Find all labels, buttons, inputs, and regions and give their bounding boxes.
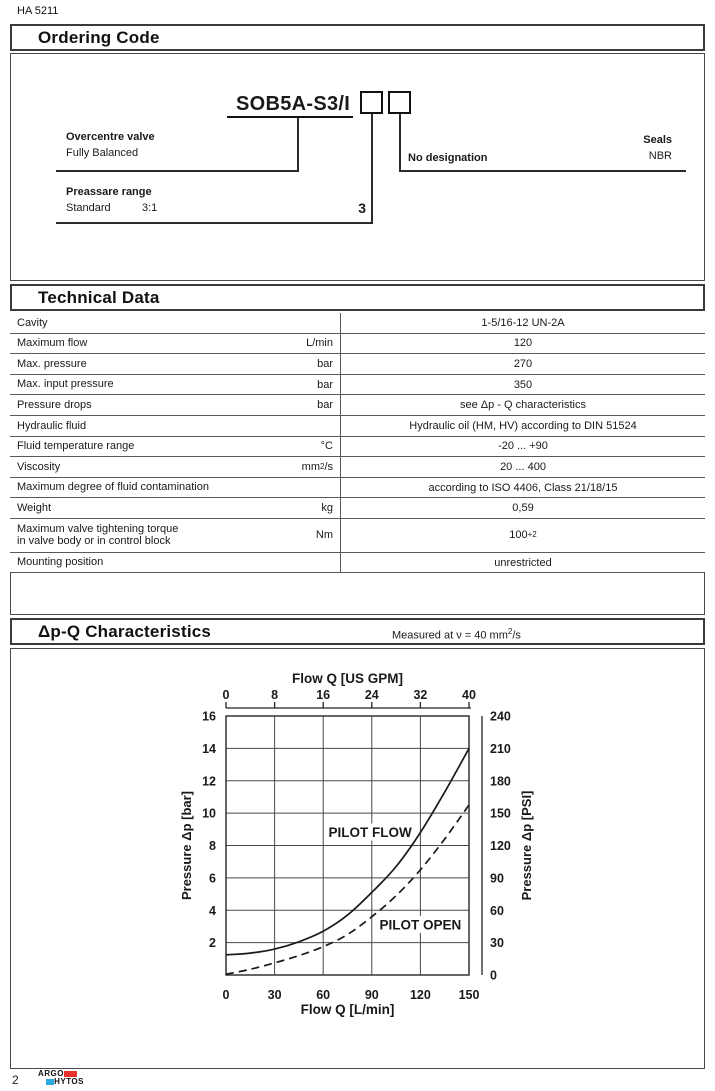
row-label: Mounting position	[17, 556, 104, 569]
svg-text:40: 40	[462, 688, 476, 702]
row-value: according to ISO 4406, Class 21/18/15	[428, 481, 618, 494]
table-row	[10, 478, 705, 499]
row-value: Hydraulic oil (HM, HV) according to DIN 51524	[409, 419, 637, 432]
row-label: Maximum degree of fluid contamination	[17, 481, 209, 494]
code-option-box-2	[388, 91, 411, 114]
pressure-range-title: Preassare range	[66, 186, 152, 198]
measured-at-note: Measured at ν = 40 $mm^2/s$	[392, 627, 521, 642]
svg-text:0: 0	[222, 988, 230, 1002]
row-value: -20 ... +90	[498, 440, 548, 453]
row-value: 20 ... 400	[500, 460, 546, 473]
table-row	[10, 354, 705, 375]
svg-text:150: 150	[490, 806, 511, 821]
svg-text:30: 30	[267, 988, 282, 1002]
curve-label: PILOT OPEN	[379, 917, 462, 933]
svg-text:30: 30	[490, 936, 504, 951]
row-label: Cavity	[17, 316, 48, 329]
row-unit	[262, 313, 341, 333]
svg-text:24: 24	[364, 688, 379, 702]
row-value: 350	[513, 378, 533, 391]
brand-cyan-block	[46, 1079, 54, 1086]
seals-value: NBR	[648, 150, 672, 162]
svg-text:8: 8	[209, 839, 216, 853]
row-value: 120	[513, 337, 533, 350]
row-unit: bar	[262, 375, 341, 395]
no-designation-label: No designation	[408, 152, 488, 164]
svg-text:Pressure Δp [PSI]: Pressure Δp [PSI]	[519, 790, 534, 901]
chart-right-axis	[482, 710, 534, 983]
svg-text:120: 120	[490, 839, 511, 853]
ordering-code-diagram	[10, 53, 705, 281]
table-row	[10, 395, 705, 416]
row-label: Fluid temperature range	[17, 440, 135, 453]
table-row	[10, 334, 705, 355]
page-number: 2	[12, 1073, 19, 1087]
section-header-technical-data	[10, 284, 705, 311]
table-row	[10, 498, 705, 519]
row-label: Weight	[17, 501, 52, 514]
svg-text:8: 8	[271, 688, 279, 702]
svg-text:60: 60	[316, 988, 331, 1002]
row-unit: L/min	[262, 334, 341, 354]
svg-text:Flow Q [US GPM]: Flow Q [US GPM]	[292, 671, 403, 686]
svg-text:0: 0	[490, 968, 497, 983]
dp-q-chart	[0, 650, 715, 1069]
row-label: Max. pressure	[17, 357, 87, 370]
svg-text:6: 6	[209, 871, 216, 886]
svg-text:16: 16	[202, 709, 216, 724]
ordering-code-string: SOB5A-S3/I	[236, 93, 351, 115]
table-row	[10, 375, 705, 396]
svg-text:Pressure Δp [bar]: Pressure Δp [bar]	[179, 790, 194, 901]
chart-left-axis	[179, 710, 216, 951]
svg-text:120: 120	[409, 988, 431, 1002]
row-unit: bar	[262, 354, 341, 374]
section-title: Technical Data	[38, 287, 160, 307]
row-unit	[262, 553, 341, 573]
row-value: 270	[513, 357, 533, 370]
svg-text:14: 14	[202, 741, 216, 756]
table-row	[10, 313, 705, 334]
row-unit: bar	[262, 395, 341, 415]
brand-logo-hytos: HYTOS	[54, 1077, 84, 1086]
svg-text:210: 210	[490, 741, 511, 756]
doc-number: HA 5211	[17, 5, 59, 17]
row-value: 1-5/16-12 UN-2A	[481, 316, 565, 329]
connector-line	[399, 170, 686, 172]
row-value: 0,59	[512, 502, 534, 515]
row-label: Maximum flow	[17, 337, 88, 350]
svg-text:180: 180	[490, 774, 511, 789]
row-unit	[262, 416, 341, 436]
row-value: see Δp - Q characteristics	[460, 399, 586, 412]
row-unit: °C	[262, 437, 341, 457]
seals-title: Seals	[643, 134, 672, 146]
svg-text:16: 16	[316, 688, 331, 702]
pressure-range-code-value: 3	[358, 200, 366, 216]
connector-line	[371, 114, 373, 223]
row-value: 100 +2	[509, 529, 537, 542]
row-label: Viscosity	[17, 460, 61, 473]
brand-logo	[38, 1070, 84, 1089]
connector-line	[297, 118, 299, 171]
table-row	[10, 457, 705, 478]
table-row	[10, 416, 705, 437]
row-label: Max. input pressure	[17, 378, 114, 391]
section-header-ordering-code	[10, 24, 705, 51]
curve-label: PILOT FLOW	[328, 825, 412, 841]
section-title: Δp-Q Characteristics	[38, 621, 212, 641]
section-header-dpq-characteristics	[10, 618, 705, 645]
overcentre-valve-subtitle: Fully Balanced	[66, 147, 139, 159]
svg-text:150: 150	[458, 988, 480, 1002]
pressure-range-standard: Standard	[66, 202, 111, 214]
row-unit: mm 2 /s	[262, 457, 341, 477]
technical-table	[10, 313, 705, 573]
row-label: Hydraulic fluid	[17, 419, 87, 432]
svg-text:32: 32	[413, 688, 428, 702]
svg-text:10: 10	[202, 806, 216, 821]
svg-text:60: 60	[490, 903, 504, 918]
chart-bottom-axis	[223, 988, 480, 1017]
svg-text:90: 90	[490, 871, 504, 886]
row-unit	[262, 478, 341, 498]
svg-text:12: 12	[202, 774, 216, 789]
chart-top-axis	[223, 671, 476, 708]
row-unit: kg	[262, 498, 341, 518]
pressure-range-ratio: 3:1	[142, 202, 158, 214]
connector-line	[56, 222, 373, 224]
svg-text:2: 2	[209, 936, 216, 951]
code-option-box-1	[360, 91, 383, 114]
overcentre-valve-title: Overcentre valve	[66, 131, 155, 143]
table-row	[10, 553, 705, 574]
code-underline	[227, 116, 353, 118]
row-value: unrestricted	[494, 556, 552, 569]
svg-text:90: 90	[364, 988, 379, 1002]
svg-text:Flow Q [L/min]: Flow Q [L/min]	[300, 1002, 395, 1017]
table-row	[10, 519, 705, 553]
connector-line	[399, 114, 401, 171]
row-label: Maximum valve tightening torque in valve body or in control block	[17, 522, 179, 548]
row-unit: Nm	[262, 519, 341, 552]
chart-grid	[226, 716, 469, 975]
table-row	[10, 437, 705, 458]
brand-logo-argo: ARGO	[38, 1069, 64, 1078]
section-title: Ordering Code	[38, 27, 160, 47]
connector-line	[56, 170, 299, 172]
svg-text:0: 0	[222, 688, 230, 702]
svg-text:4: 4	[209, 903, 216, 918]
svg-text:240: 240	[490, 709, 511, 724]
row-label: Pressure drops	[17, 398, 92, 411]
